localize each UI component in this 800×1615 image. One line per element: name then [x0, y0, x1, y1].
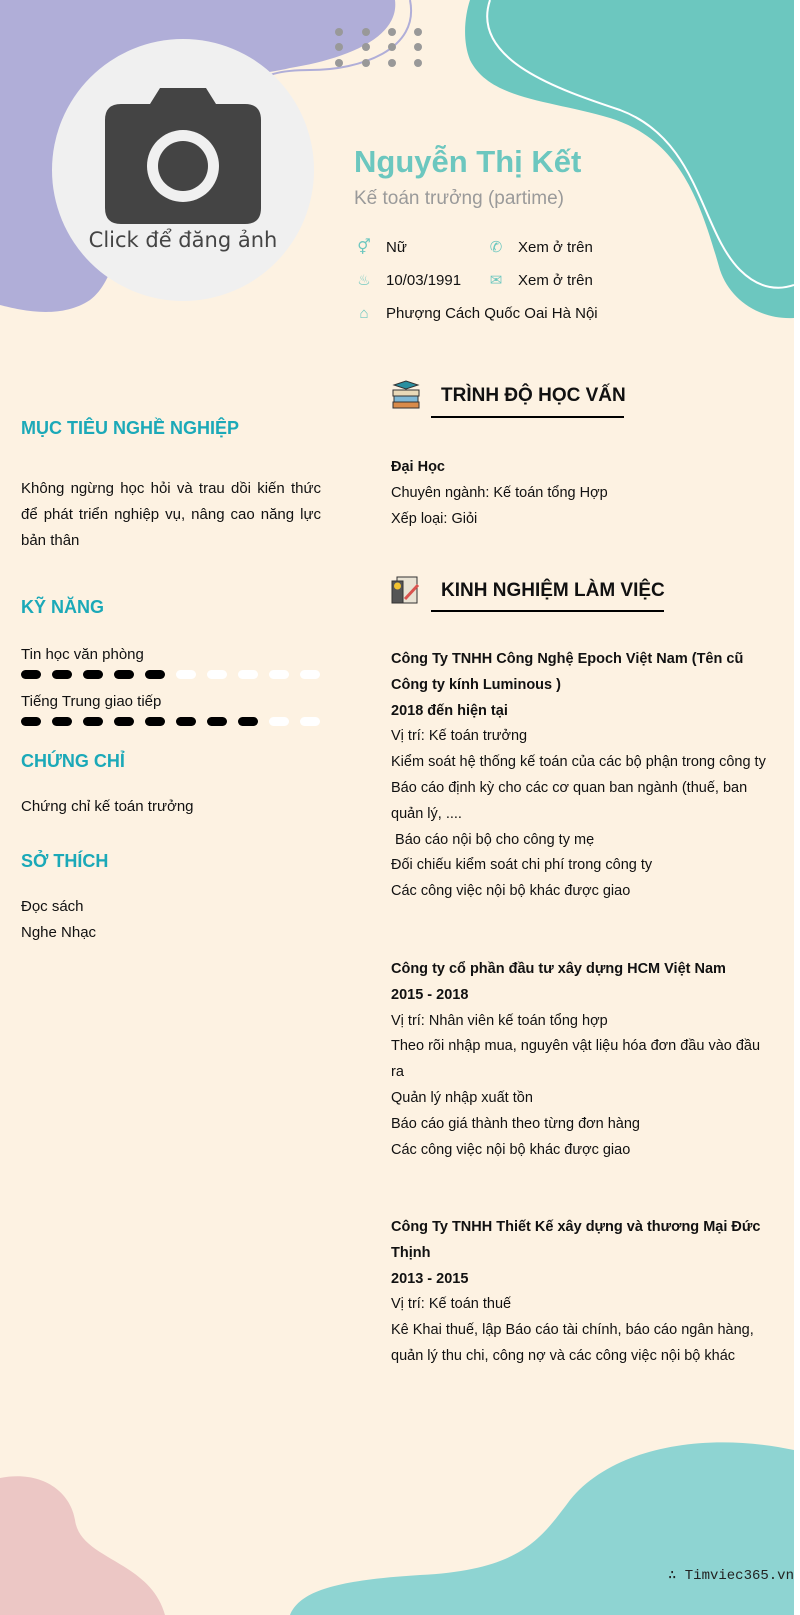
heading-underline	[431, 416, 624, 418]
rating-dot-empty	[176, 670, 196, 679]
experience-heading: KINH NGHIỆM LÀM VIỆC	[441, 580, 665, 601]
experience-document-icon	[391, 575, 421, 605]
email-row	[486, 270, 593, 290]
objective-text: Không ngừng học hỏi và trau dồi kiến thức để phát triển nghiệp vụ, nâng cao năng lực bản thân	[21, 480, 321, 549]
job-title: Kế toán trưởng (partime)	[354, 188, 564, 209]
job-period: 2013 - 2015	[391, 1270, 469, 1287]
job-detail-line: Báo cáo nội bộ cho công ty mẹ	[391, 831, 595, 848]
rating-dot-filled	[114, 717, 134, 726]
job-entry	[391, 957, 771, 1163]
envelope-icon: ✉	[489, 272, 503, 289]
birthday-value: 10/03/1991	[386, 271, 462, 289]
job-entry	[391, 1215, 771, 1370]
phone-value: Xem ở trên	[518, 238, 593, 256]
education-degree: Đại Học	[391, 459, 445, 475]
rating-dot-empty	[238, 670, 258, 679]
rating-dot-filled	[145, 717, 165, 726]
job-company: Công Ty TNHH Công Nghệ Epoch Việt Nam (Tên cũ Công ty kính Luminous )	[391, 651, 744, 693]
skill-rating	[21, 717, 321, 726]
home-icon: ⌂	[359, 304, 369, 322]
job-detail-line: Các công việc nội bộ khác được giao	[391, 1141, 631, 1158]
rating-dot-filled	[207, 717, 227, 726]
job-detail-line: Vị trí: Kế toán trưởng	[391, 728, 528, 745]
job-period: 2018 đến hiện tại	[391, 702, 508, 719]
job-detail-line: Kiểm soát hệ thống kế toán của các bộ phận trong công ty	[391, 754, 766, 771]
rating-dot-filled	[145, 670, 165, 679]
job-detail-line: Đối chiếu kiểm soát chi phí trong công ty	[391, 857, 653, 874]
job-detail-line: Các công việc nội bộ khác được giao	[391, 883, 631, 900]
job-detail-line: Vị trí: Kế toán thuế	[391, 1296, 512, 1313]
rating-dot-empty	[300, 717, 320, 726]
address-value: Phượng Cách Quốc Oai Hà Nội	[386, 304, 598, 322]
photo-upload-label: Click để đăng ảnh	[88, 228, 278, 252]
certs-heading: CHỨNG CHỈ	[21, 751, 125, 771]
job-detail-line: Theo rõi nhập mua, nguyên vật liệu hóa đơn đầu vào đầu ra	[391, 1038, 761, 1081]
cert-item: Chứng chỉ kế toán trưởng	[21, 798, 194, 815]
job-detail-line: Báo cáo giá thành theo từng đơn hàng	[391, 1115, 640, 1132]
job-period: 2015 - 2018	[391, 986, 469, 1003]
hobbies-heading: SỞ THÍCH	[21, 851, 109, 871]
education-books-icon	[391, 380, 421, 410]
rating-dot-filled	[176, 717, 196, 726]
skills-heading: KỸ NĂNG	[21, 597, 105, 617]
rating-dot-filled	[52, 717, 72, 726]
job-entry	[391, 647, 771, 905]
education-rank: Xếp loại: Giỏi	[391, 510, 478, 527]
teal-bottom-blob	[290, 1442, 794, 1615]
gender-icon: ⚥	[357, 239, 371, 256]
job-company: Công Ty TNHH Thiết Kế xây dựng và thương Mại Đức Thịnh	[391, 1219, 761, 1261]
rating-dot-empty	[269, 717, 289, 726]
candidate-name: Nguyễn Thị Kết	[354, 144, 582, 179]
rating-dot-empty	[269, 670, 289, 679]
skill-item	[21, 693, 321, 726]
rating-dot-filled	[83, 670, 103, 679]
rating-dot-filled	[238, 717, 258, 726]
rating-dot-empty	[207, 670, 227, 679]
rating-dot-filled	[83, 717, 103, 726]
job-detail-line: Vị trí: Nhân viên kế toán tổng hợp	[391, 1012, 608, 1029]
camera-icon	[105, 88, 261, 224]
skill-item	[21, 646, 321, 679]
birthday-row	[354, 270, 461, 290]
whatsapp-icon: ✆	[489, 239, 503, 256]
photo-upload[interactable]	[52, 39, 314, 301]
job-detail-line: Kê Khai thuế, lập Báo cáo tài chính, báo cáo ngân hàng, quản lý thu chi, công nợ và các công việc nội bộ khác	[391, 1322, 754, 1364]
education-heading: TRÌNH ĐỘ HỌC VẤN	[441, 385, 626, 406]
rating-dot-filled	[52, 670, 72, 679]
objective-heading: MỤC TIÊU NGHỀ NGHIỆP	[21, 418, 240, 438]
skill-rating	[21, 670, 321, 679]
job-company: Công ty cổ phần đầu tư xây dựng HCM Việt Nam	[391, 961, 726, 977]
address-row	[354, 303, 598, 323]
gender-value: Nữ	[386, 238, 407, 256]
skill-name: Tin học văn phòng	[21, 646, 144, 663]
watermark: ∴ Timviec365.vn	[667, 1568, 794, 1584]
rating-dot-empty	[300, 670, 320, 679]
cake-icon: ♨	[357, 272, 371, 289]
rating-dot-filled	[114, 670, 134, 679]
job-detail-line: Quản lý nhập xuất tồn	[391, 1089, 533, 1106]
skill-name: Tiếng Trung giao tiếp	[21, 693, 162, 710]
heading-underline	[431, 610, 664, 612]
job-detail-line: Báo cáo định kỳ cho các cơ quan ban ngành (thuế, ban quản lý, ....	[391, 779, 748, 822]
phone-row	[486, 237, 593, 257]
hobby-item: Nghe Nhạc	[21, 924, 97, 941]
rating-dot-filled	[21, 670, 41, 679]
education-major: Chuyên ngành: Kế toán tổng Hợp	[391, 484, 608, 501]
hobby-item: Đọc sách	[21, 898, 84, 915]
email-value: Xem ở trên	[518, 271, 593, 289]
pink-blob	[0, 1476, 165, 1615]
gender-row	[354, 237, 407, 257]
education-block	[391, 455, 771, 532]
rating-dot-filled	[21, 717, 41, 726]
